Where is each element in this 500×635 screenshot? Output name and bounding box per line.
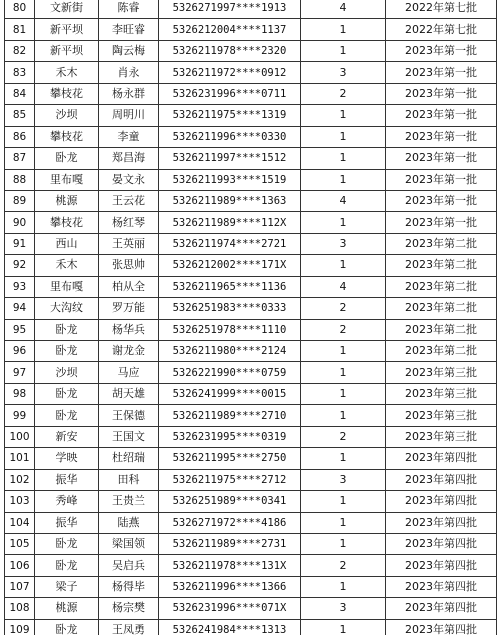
row-number-cell: 86	[5, 126, 35, 147]
person-name-cell: 李旺睿	[99, 19, 159, 40]
id-number-cell: 5326211975****1319	[159, 105, 301, 126]
town-cell: 攀枝花	[35, 126, 99, 147]
table-row	[5, 83, 497, 104]
id-number-cell: 5326241999****0015	[159, 383, 301, 404]
household-count-cell: 1	[301, 126, 386, 147]
household-count-cell: 3	[301, 469, 386, 490]
person-name-cell: 周明川	[99, 105, 159, 126]
person-name-cell: 杨得毕	[99, 576, 159, 597]
id-number-cell: 5326211965****1136	[159, 276, 301, 297]
household-count-cell: 1	[301, 105, 386, 126]
id-number-cell: 5326211996****1366	[159, 576, 301, 597]
table-row	[5, 19, 497, 40]
row-number-cell: 85	[5, 105, 35, 126]
person-name-cell: 谢龙金	[99, 341, 159, 362]
batch-cell: 2023年第一批	[386, 212, 497, 233]
table-row	[5, 383, 497, 404]
row-number-cell: 84	[5, 83, 35, 104]
table-row	[5, 169, 497, 190]
table-row	[5, 362, 497, 383]
town-cell: 卧龙	[35, 405, 99, 426]
table-row	[5, 126, 497, 147]
id-number-cell: 5326211995****2750	[159, 448, 301, 469]
person-name-cell: 田科	[99, 469, 159, 490]
person-name-cell: 吴启兵	[99, 555, 159, 576]
row-number-cell: 93	[5, 276, 35, 297]
batch-cell: 2023年第一批	[386, 105, 497, 126]
row-number-cell: 83	[5, 62, 35, 83]
row-number-cell: 102	[5, 469, 35, 490]
person-name-cell: 杜绍瑞	[99, 448, 159, 469]
batch-cell: 2023年第二批	[386, 276, 497, 297]
household-count-cell: 1	[301, 255, 386, 276]
id-number-cell: 5326211989****112X	[159, 212, 301, 233]
town-cell: 学映	[35, 448, 99, 469]
row-number-cell: 95	[5, 319, 35, 340]
person-name-cell: 柏从全	[99, 276, 159, 297]
household-count-cell: 4	[301, 190, 386, 211]
batch-cell: 2023年第一批	[386, 190, 497, 211]
town-cell: 里布嘎	[35, 169, 99, 190]
batch-cell: 2023年第一批	[386, 83, 497, 104]
table-row	[5, 255, 497, 276]
person-name-cell: 王英丽	[99, 233, 159, 254]
row-number-cell: 80	[5, 0, 35, 19]
town-cell: 卧龙	[35, 383, 99, 404]
table-row	[5, 105, 497, 126]
town-cell: 文新街	[35, 0, 99, 19]
person-name-cell: 梁国领	[99, 533, 159, 554]
row-number-cell: 108	[5, 598, 35, 619]
household-count-cell: 1	[301, 576, 386, 597]
id-number-cell: 5326271997****1913	[159, 0, 301, 19]
batch-cell: 2023年第二批	[386, 233, 497, 254]
row-number-cell: 92	[5, 255, 35, 276]
household-count-cell: 2	[301, 426, 386, 447]
row-number-cell: 103	[5, 491, 35, 512]
town-cell: 新平坝	[35, 40, 99, 61]
table-row	[5, 598, 497, 619]
table-row	[5, 319, 497, 340]
batch-cell: 2023年第二批	[386, 319, 497, 340]
town-cell: 卧龙	[35, 533, 99, 554]
household-count-cell: 4	[301, 0, 386, 19]
id-number-cell: 5326211978****2320	[159, 40, 301, 61]
batch-cell: 2023年第四批	[386, 598, 497, 619]
town-cell: 新平坝	[35, 19, 99, 40]
table-row	[5, 512, 497, 533]
town-cell: 梁子	[35, 576, 99, 597]
table-row	[5, 0, 497, 19]
row-number-cell: 107	[5, 576, 35, 597]
batch-cell: 2022年第七批	[386, 19, 497, 40]
row-number-cell: 96	[5, 341, 35, 362]
id-number-cell: 5326211996****0330	[159, 126, 301, 147]
person-name-cell: 王国文	[99, 426, 159, 447]
household-count-cell: 1	[301, 533, 386, 554]
batch-cell: 2023年第三批	[386, 426, 497, 447]
batch-cell: 2023年第四批	[386, 576, 497, 597]
household-count-cell: 1	[301, 619, 386, 635]
table-row	[5, 533, 497, 554]
household-count-cell: 1	[301, 148, 386, 169]
person-name-cell: 郑昌海	[99, 148, 159, 169]
person-name-cell: 杨华兵	[99, 319, 159, 340]
town-cell: 振华	[35, 469, 99, 490]
person-name-cell: 王保德	[99, 405, 159, 426]
table-row	[5, 619, 497, 635]
row-number-cell: 87	[5, 148, 35, 169]
table-row	[5, 491, 497, 512]
batch-cell: 2023年第二批	[386, 255, 497, 276]
household-count-cell: 1	[301, 212, 386, 233]
town-cell: 沙坝	[35, 105, 99, 126]
table-row	[5, 40, 497, 61]
town-cell: 卧龙	[35, 341, 99, 362]
row-number-cell: 104	[5, 512, 35, 533]
table-row	[5, 148, 497, 169]
town-cell: 新安	[35, 426, 99, 447]
table-row	[5, 405, 497, 426]
row-number-cell: 90	[5, 212, 35, 233]
batch-cell: 2023年第四批	[386, 491, 497, 512]
table-row	[5, 426, 497, 447]
town-cell: 西山	[35, 233, 99, 254]
person-name-cell: 张思帅	[99, 255, 159, 276]
batch-cell: 2023年第四批	[386, 555, 497, 576]
person-name-cell: 陈睿	[99, 0, 159, 19]
household-count-cell: 3	[301, 62, 386, 83]
row-number-cell: 81	[5, 19, 35, 40]
roster-table	[4, 0, 497, 635]
household-count-cell: 2	[301, 298, 386, 319]
town-cell: 禾木	[35, 255, 99, 276]
table-row	[5, 448, 497, 469]
id-number-cell: 5326212004****1137	[159, 19, 301, 40]
town-cell: 里布嘎	[35, 276, 99, 297]
household-count-cell: 1	[301, 362, 386, 383]
id-number-cell: 5326211997****1512	[159, 148, 301, 169]
household-count-cell: 1	[301, 19, 386, 40]
household-count-cell: 1	[301, 169, 386, 190]
batch-cell: 2023年第四批	[386, 469, 497, 490]
id-number-cell: 5326212002****171X	[159, 255, 301, 276]
household-count-cell: 1	[301, 405, 386, 426]
batch-cell: 2023年第四批	[386, 448, 497, 469]
town-cell: 沙坝	[35, 362, 99, 383]
batch-cell: 2023年第四批	[386, 619, 497, 635]
batch-cell: 2023年第一批	[386, 126, 497, 147]
household-count-cell: 2	[301, 319, 386, 340]
row-number-cell: 97	[5, 362, 35, 383]
household-count-cell: 1	[301, 448, 386, 469]
town-cell: 桃源	[35, 598, 99, 619]
household-count-cell: 4	[301, 276, 386, 297]
row-number-cell: 98	[5, 383, 35, 404]
batch-cell: 2023年第二批	[386, 341, 497, 362]
household-count-cell: 1	[301, 491, 386, 512]
batch-cell: 2023年第一批	[386, 62, 497, 83]
id-number-cell: 5326211980****2124	[159, 341, 301, 362]
table-row	[5, 555, 497, 576]
person-name-cell: 胡天雄	[99, 383, 159, 404]
id-number-cell: 5326231996****0711	[159, 83, 301, 104]
household-count-cell: 2	[301, 83, 386, 104]
row-number-cell: 106	[5, 555, 35, 576]
table-row	[5, 469, 497, 490]
table-row	[5, 62, 497, 83]
household-count-cell: 3	[301, 598, 386, 619]
town-cell: 卧龙	[35, 148, 99, 169]
table-row	[5, 212, 497, 233]
person-name-cell: 肖永	[99, 62, 159, 83]
row-number-cell: 99	[5, 405, 35, 426]
table-row	[5, 341, 497, 362]
town-cell: 桃源	[35, 190, 99, 211]
household-count-cell: 2	[301, 555, 386, 576]
town-cell: 攀枝花	[35, 83, 99, 104]
table-row	[5, 298, 497, 319]
town-cell: 攀枝花	[35, 212, 99, 233]
town-cell: 振华	[35, 512, 99, 533]
row-number-cell: 94	[5, 298, 35, 319]
person-name-cell: 陆燕	[99, 512, 159, 533]
person-name-cell: 王贵兰	[99, 491, 159, 512]
row-number-cell: 88	[5, 169, 35, 190]
batch-cell: 2023年第三批	[386, 405, 497, 426]
id-number-cell: 5326271972****4186	[159, 512, 301, 533]
town-cell: 禾木	[35, 62, 99, 83]
town-cell: 大沟纹	[35, 298, 99, 319]
id-number-cell: 5326231995****0319	[159, 426, 301, 447]
id-number-cell: 5326211989****2710	[159, 405, 301, 426]
person-name-cell: 李童	[99, 126, 159, 147]
id-number-cell: 5326251983****0333	[159, 298, 301, 319]
batch-cell: 2023年第四批	[386, 533, 497, 554]
row-number-cell: 105	[5, 533, 35, 554]
person-name-cell: 陶云梅	[99, 40, 159, 61]
table-row	[5, 190, 497, 211]
id-number-cell: 5326251978****1110	[159, 319, 301, 340]
batch-cell: 2023年第四批	[386, 512, 497, 533]
table-row	[5, 276, 497, 297]
id-number-cell: 5326231996****071X	[159, 598, 301, 619]
row-number-cell: 100	[5, 426, 35, 447]
id-number-cell: 5326211978****131X	[159, 555, 301, 576]
batch-cell: 2023年第一批	[386, 40, 497, 61]
row-number-cell: 89	[5, 190, 35, 211]
id-number-cell: 5326241984****1313	[159, 619, 301, 635]
household-count-cell: 1	[301, 40, 386, 61]
id-number-cell: 5326251989****0341	[159, 491, 301, 512]
row-number-cell: 82	[5, 40, 35, 61]
person-name-cell: 马应	[99, 362, 159, 383]
person-name-cell: 杨红琴	[99, 212, 159, 233]
id-number-cell: 5326211989****1363	[159, 190, 301, 211]
id-number-cell: 5326211972****0912	[159, 62, 301, 83]
town-cell: 秀峰	[35, 491, 99, 512]
town-cell: 卧龙	[35, 619, 99, 635]
batch-cell: 2022年第七批	[386, 0, 497, 19]
table-row	[5, 233, 497, 254]
person-name-cell: 杨宗樊	[99, 598, 159, 619]
table-row	[5, 576, 497, 597]
id-number-cell: 5326211975****2712	[159, 469, 301, 490]
household-count-cell: 1	[301, 512, 386, 533]
person-name-cell: 罗万能	[99, 298, 159, 319]
roster-table-body	[5, 0, 497, 635]
row-number-cell: 91	[5, 233, 35, 254]
household-count-cell: 3	[301, 233, 386, 254]
batch-cell: 2023年第一批	[386, 169, 497, 190]
household-count-cell: 1	[301, 383, 386, 404]
batch-cell: 2023年第二批	[386, 298, 497, 319]
batch-cell: 2023年第一批	[386, 148, 497, 169]
person-name-cell: 王凤勇	[99, 619, 159, 635]
id-number-cell: 5326211989****2731	[159, 533, 301, 554]
row-number-cell: 101	[5, 448, 35, 469]
town-cell: 卧龙	[35, 555, 99, 576]
batch-cell: 2023年第三批	[386, 362, 497, 383]
town-cell: 卧龙	[35, 319, 99, 340]
person-name-cell: 杨永群	[99, 83, 159, 104]
person-name-cell: 王云花	[99, 190, 159, 211]
id-number-cell: 5326221990****0759	[159, 362, 301, 383]
id-number-cell: 5326211974****2721	[159, 233, 301, 254]
id-number-cell: 5326211993****1519	[159, 169, 301, 190]
person-name-cell: 晏文永	[99, 169, 159, 190]
row-number-cell: 109	[5, 619, 35, 635]
household-count-cell: 1	[301, 341, 386, 362]
batch-cell: 2023年第三批	[386, 383, 497, 404]
